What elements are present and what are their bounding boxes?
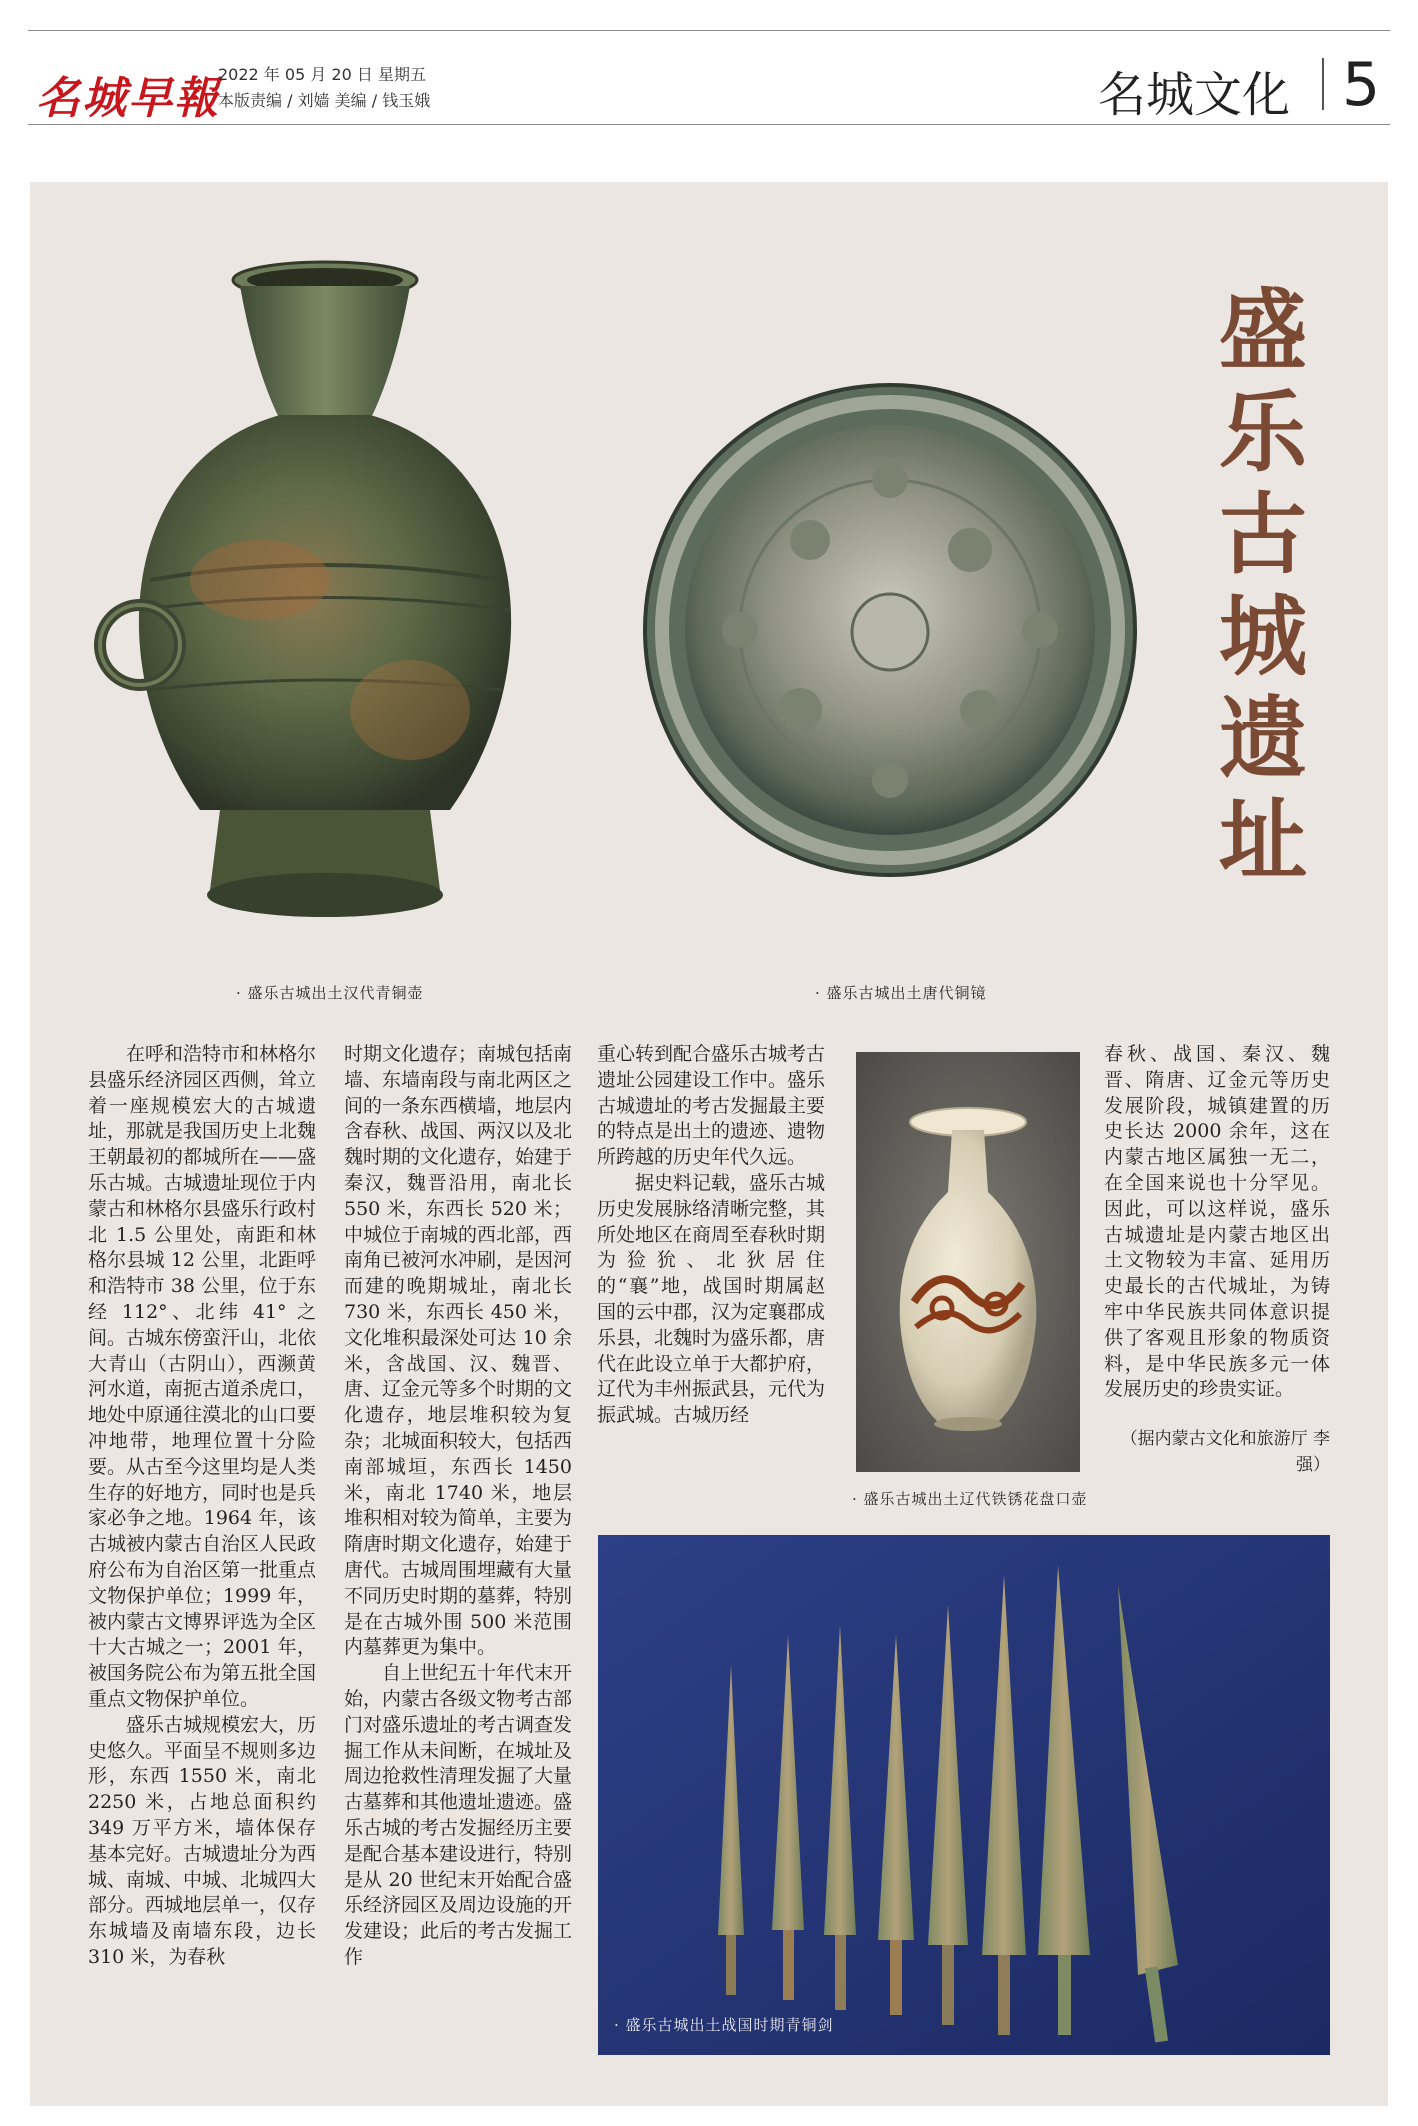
mirror-caption: · 盛乐古城出土唐代铜镜 [815, 984, 987, 1002]
article-title: 盛乐古城遗址 [1218, 279, 1307, 892]
paragraph: 春秋、战国、秦汉、魏晋、隋唐、辽金元等历史发展阶段，城镇建置的历史长达 2000 余年，这在内蒙古地区属独一无二，在全国来说也十分罕见。因此，可以这样说，盛乐古城遗址是内蒙古地区出土文物较为丰富、延用历史最长的古代城址，为铸牢中华民族共同体意识提供了客观且形象的物质资料，是中华民族多元一体发展历史的珍贵实证。 [1104, 1043, 1330, 1401]
paragraph: 重心转到配合盛乐古城考古遗址公园建设工作中。盛乐古城遗址的考古发掘最主要的特点是出土的遗迹、遗物所跨越的历史年代久远。 [597, 1043, 826, 1169]
bronze-pot-image [80, 250, 580, 970]
header-bottom-rule [28, 124, 1390, 125]
swords-caption: · 盛乐古城出土战国时期青铜剑 [614, 2016, 834, 2034]
page-number: 5 [1342, 50, 1381, 120]
section-title: 名城文化 [1098, 67, 1291, 123]
paragraph: 在呼和浩特市和林格尔县盛乐经济园区西侧，耸立着一座规模宏大的古城遗址，那就是我国历史上北魏王朝最初的都城所在——盛乐古城。古城遗址现位于内蒙古和林格尔县盛乐行政村北 1.5 公里处，南距和林格尔县城 12 公里，北距呼和浩特市 38 公里，位于东经 112°、北纬 41° 之间。古城东傍蛮汗山，北依大青山（古阴山），西濒黄河水道，南扼古道杀虎口，地处中原通往漠北的山口要冲地带，地理位置十分险要。从古至今这里均是人类生存的好地方，同时也是兵家必争之地。1964 年，该古城被内蒙古自治区人民政府公布为自治区第一批重点文物保护单位；1999 年，被内蒙古文博界评选为全区十大古城之一；2001 年，被国务院公布为第五批全国重点文物保护单位。 [88, 1043, 317, 1710]
article-source: （据内蒙古文化和旅游厅 李强） [1120, 1429, 1330, 1475]
paragraph: 据史料记载，盛乐古城历史发展脉络清晰完整，其所处地区在商周至春秋时期为猃狁、北狄居住的“襄”地，战国时期属赵国的云中郡，汉为定襄郡成乐县，北魏时为盛乐都，唐代在此设立单于大都护府，辽代为丰州振武县，元代为振武城。古城历经 [597, 1171, 826, 1427]
article-column-4 [1104, 1042, 1330, 1403]
pot-caption: · 盛乐古城出土汉代青铜壶 [236, 984, 424, 1002]
vase-caption: · 盛乐古城出土辽代铁锈花盘口壶 [852, 1490, 1088, 1508]
paragraph: 盛乐古城规模宏大，历史悠久。平面呈不规则多边形，东西 1550 米，南北 2250 米，占地总面积约 349 万平方米，墙体保存基本完好。古城遗址分为西城、南城、中城、北城四大部分。西城地层单一，仅存东城墙及南墙东段，边长 310 米，为春秋 [88, 1713, 317, 1968]
section-divider [1322, 58, 1324, 110]
newspaper-logo: 名城早報 [36, 73, 220, 124]
issue-editors: 本版责编 / 刘嫱 美编 / 钱玉娥 [218, 91, 431, 110]
paragraph: 时期文化遗存；南城包括南墙、东墙南段与南北两区之间的一条东西横墙，地层内含春秋、战国、两汉以及北魏时期的文化遗存，始建于秦汉，魏晋沿用，南北长 550 米，东西长 520 米；中城位于南城的西北部，西南角已被河水冲刷，是因河而建的晚期城址，南北长 730 米，东西长 450 米，文化堆积最深处可达 10 余米，含战国、汉、魏晋、唐、辽金元等多个时期的文化遗存，地层堆积较为复杂；北城面积较大，包括西南部城垣，东西长 1450 米，南北 1740 米，地层堆积相对较为简单，主要为隋唐时期文化遗存，始建于唐代。古城周围埋藏有大量不同历史时期的墓葬，特别是在古城外围 500 米范围内墓葬更为集中。 [344, 1043, 573, 1659]
issue-date: 2022 年 05 月 20 日 星期五 [218, 65, 426, 84]
article-column-3 [597, 1042, 825, 1429]
bronze-swords-image [598, 1535, 1330, 2055]
article-column-1 [88, 1042, 316, 1971]
article-column-2 [344, 1042, 572, 1971]
bronze-mirror-image [630, 370, 1150, 890]
paragraph: 自上世纪五十年代末开始，内蒙古各级文物考古部门对盛乐遗址的考古调查发掘工作从未间断，在城址及周边抢救性清理发掘了大量古墓葬和其他遗址遗迹。盛乐古城的考古发掘经历主要是配合基本建设进行，特别是从 20 世纪末开始配合盛乐经济园区及周边设施的开发建设；此后的考古发掘工作 [344, 1662, 573, 1968]
header-top-rule [28, 30, 1390, 31]
liao-vase-image [856, 1052, 1080, 1472]
